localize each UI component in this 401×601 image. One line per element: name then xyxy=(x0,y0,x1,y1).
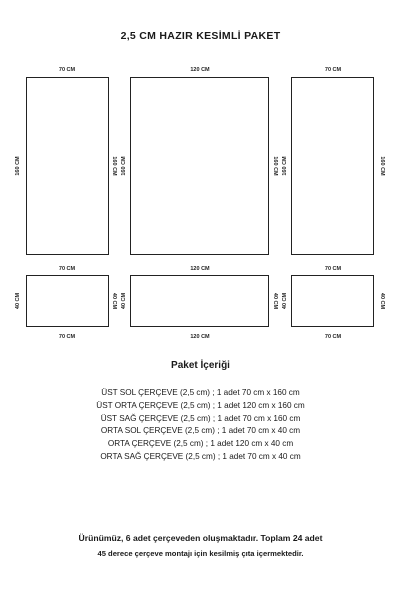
frame-top-center xyxy=(130,77,269,255)
package-item: ÜST SAĞ ÇERÇEVE (2,5 cm) ; 1 adet 70 cm x 160 cm xyxy=(100,413,301,423)
package-item: ÜST SOL ÇERÇEVE (2,5 cm) ; 1 adet 70 cm x 160 cm xyxy=(101,388,300,397)
package-item: ORTA SOL ÇERÇEVE (2,5 cm) ; 1 adet 70 cm x 40 cm xyxy=(100,426,301,436)
dim-mid-center-height-right: 40 CM xyxy=(272,292,278,310)
dim-mid-left-width-top: 70 CM xyxy=(58,266,76,272)
dim-mid-left-height-right: 40 CM xyxy=(111,292,117,310)
package-contents-list xyxy=(0,387,401,464)
frame-mid-center xyxy=(130,275,269,327)
dim-top-left-height-right: 160 CM xyxy=(111,156,117,176)
dim-mid-center-width-bottom: 120 CM xyxy=(190,334,210,340)
frame-mid-right xyxy=(291,275,374,327)
dim-top-right-width: 70 CM xyxy=(324,67,342,73)
dim-mid-left-height-left: 40 CM xyxy=(15,292,21,310)
package-item: ORTA SAĞ ÇERÇEVE (2,5 cm) ; 1 adet 70 cm x 40 cm xyxy=(100,451,301,461)
dim-top-center-height-left: 160 CM xyxy=(121,156,127,176)
dim-top-left-height-left: 160 CM xyxy=(15,156,21,176)
package-item: ORTA ÇERÇEVE (2,5 cm) ; 1 adet 120 cm x 40 cm xyxy=(107,439,294,449)
dim-top-left-width: 70 CM xyxy=(58,67,76,73)
dim-mid-right-height-left: 40 CM xyxy=(282,292,288,310)
dim-mid-center-width-top: 120 CM xyxy=(190,266,210,272)
dim-mid-right-width-bottom: 70 CM xyxy=(324,334,342,340)
page-title: 2,5 CM HAZIR KESİMLİ PAKET xyxy=(120,30,281,42)
dim-top-right-height-left: 160 CM xyxy=(282,156,288,176)
frame-top-left xyxy=(26,77,109,255)
dim-top-right-height-right: 160 CM xyxy=(379,156,385,176)
package-item: ÜST ORTA ÇERÇEVE (2,5 cm) ; 1 adet 120 cm x 160 cm xyxy=(96,400,305,410)
dim-top-center-width: 120 CM xyxy=(190,67,210,73)
frame-mid-left xyxy=(26,275,109,327)
dim-mid-right-height-right: 40 CM xyxy=(379,292,385,310)
footer-note: 45 derece çerçeve montajı için kesilmiş çıta içermektedir. xyxy=(97,549,304,558)
footer-summary: Ürünümüz, 6 adet çerçeveden oluşmaktadır. Toplam 24 adet xyxy=(78,533,323,543)
package-title: Paket İçeriği xyxy=(171,360,230,371)
dim-mid-left-width-bottom: 70 CM xyxy=(58,334,76,340)
dim-mid-right-width-top: 70 CM xyxy=(324,266,342,272)
dim-mid-center-height-left: 40 CM xyxy=(121,292,127,310)
frame-top-right xyxy=(291,77,374,255)
dim-top-center-height-right: 160 CM xyxy=(272,156,278,176)
